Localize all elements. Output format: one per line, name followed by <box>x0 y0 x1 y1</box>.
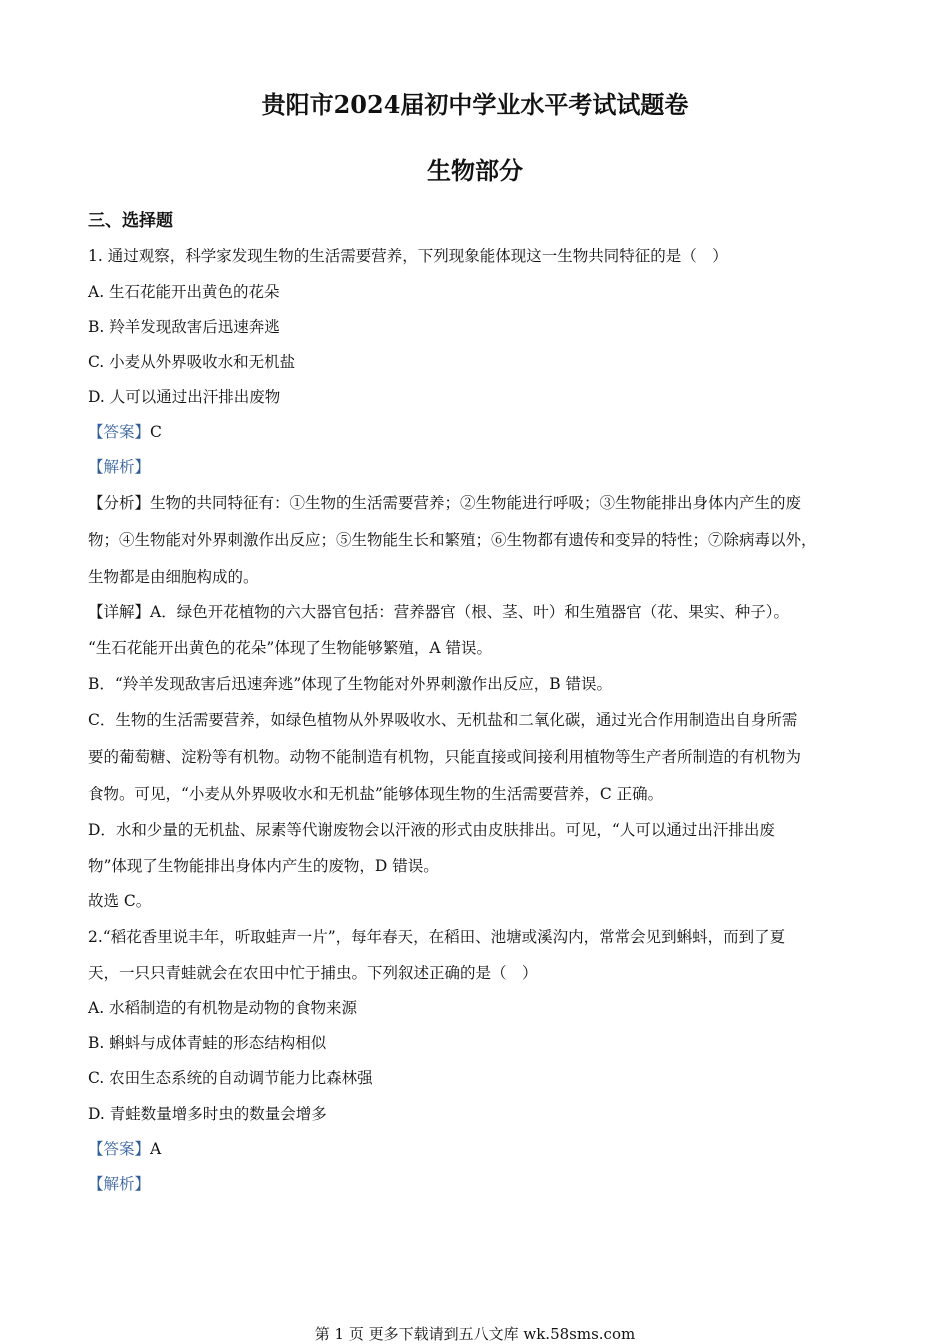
answer-value: C <box>150 423 162 441</box>
question-2-option-a: A. 水稻制造的有机物是动物的食物来源 <box>88 999 358 1017</box>
question-2-stem: 天，一只只青蛙就会在农田中忙于捕虫。下列叙述正确的是（ ） <box>88 964 538 982</box>
question-2-answer <box>88 1138 161 1160</box>
section-heading: 三、选择题 <box>88 211 173 231</box>
question-1-option-b: B. 羚羊发现敌害后迅速奔逃 <box>88 318 280 336</box>
detail-line: C．生物的生活需要营养，如绿色植物从外界吸收水、无机盐和二氧化碳，通过光合作用制造出自身所需 <box>88 711 798 729</box>
detail-line: 物”体现了生物能排出身体内产生的废物，D 错误。 <box>88 857 439 875</box>
detail-line: “生石花能开出黄色的花朵”体现了生物能够繁殖，A 错误。 <box>88 639 492 657</box>
analysis-line: 【分析】生物的共同特征有：①生物的生活需要营养；②生物能进行呼吸；③生物能排出身体内产生的废 <box>88 494 802 512</box>
question-1-option-a: A. 生石花能开出黄色的花朵 <box>88 283 280 301</box>
answer-value: A <box>150 1140 162 1158</box>
detail-line: 【详解】A．绿色开花植物的六大器官包括：营养器官（根、茎、叶）和生殖器官（花、果实、种子）。 <box>88 603 789 621</box>
conclusion-line: 故选 C。 <box>88 892 152 910</box>
answer-tag: 【答案】 <box>88 423 151 441</box>
question-2-stem: 2.“稻花香里说丰年，听取蛙声一片”，每年春天，在稻田、池塘或溪沟内，常常会见到蝌蚪，而到了夏 <box>88 928 786 946</box>
question-1-stem: 1. 通过观察，科学家发现生物的生活需要营养，下列现象能体现这一生物共同特征的是（ ） <box>88 247 728 265</box>
question-2-option-c: C. 农田生态系统的自动调节能力比森林强 <box>88 1069 373 1087</box>
detail-line: 食物。可见，“小麦从外界吸收水和无机盐”能够体现生物的生活需要营养，C 正确。 <box>88 785 664 803</box>
page-subtitle: 生物部分 <box>427 156 523 185</box>
page-title: 贵阳市2024届初中学业水平考试试题卷 <box>261 90 689 119</box>
analysis-line: 生物都是由细胞构成的。 <box>88 568 259 586</box>
question-2-option-d: D. 青蛙数量增多时虫的数量会增多 <box>88 1105 327 1123</box>
question-1-analysis-tag: 【解析】 <box>88 458 151 476</box>
analysis-line: 物；④生物能对外界刺激作出反应；⑤生物能生长和繁殖；⑥生物都有遗传和变异的特性；⑦除病毒以外， <box>88 531 817 549</box>
question-2-analysis-tag: 【解析】 <box>88 1175 151 1193</box>
question-1-option-d: D. 人可以通过出汗排出废物 <box>88 388 281 406</box>
question-2-option-b: B. 蝌蚪与成体青蛙的形态结构相似 <box>88 1034 327 1052</box>
page-footer: 第 1 页 更多下载请到五八文库 wk.58sms.com <box>314 1325 636 1343</box>
answer-tag: 【答案】 <box>88 1140 151 1158</box>
detail-line: B．“羚羊发现敌害后迅速奔逃”体现了生物能对外界刺激作出反应，B 错误。 <box>88 675 613 693</box>
detail-line: D．水和少量的无机盐、尿素等代谢废物会以汗液的形式由皮肤排出。可见，“人可以通过出汗排出废 <box>88 821 775 839</box>
question-1-answer <box>88 421 162 443</box>
question-1-option-c: C. 小麦从外界吸收水和无机盐 <box>88 353 296 371</box>
detail-line: 要的葡萄糖、淀粉等有机物。动物不能制造有机物，只能直接或间接利用植物等生产者所制造的有机物为 <box>88 748 802 766</box>
